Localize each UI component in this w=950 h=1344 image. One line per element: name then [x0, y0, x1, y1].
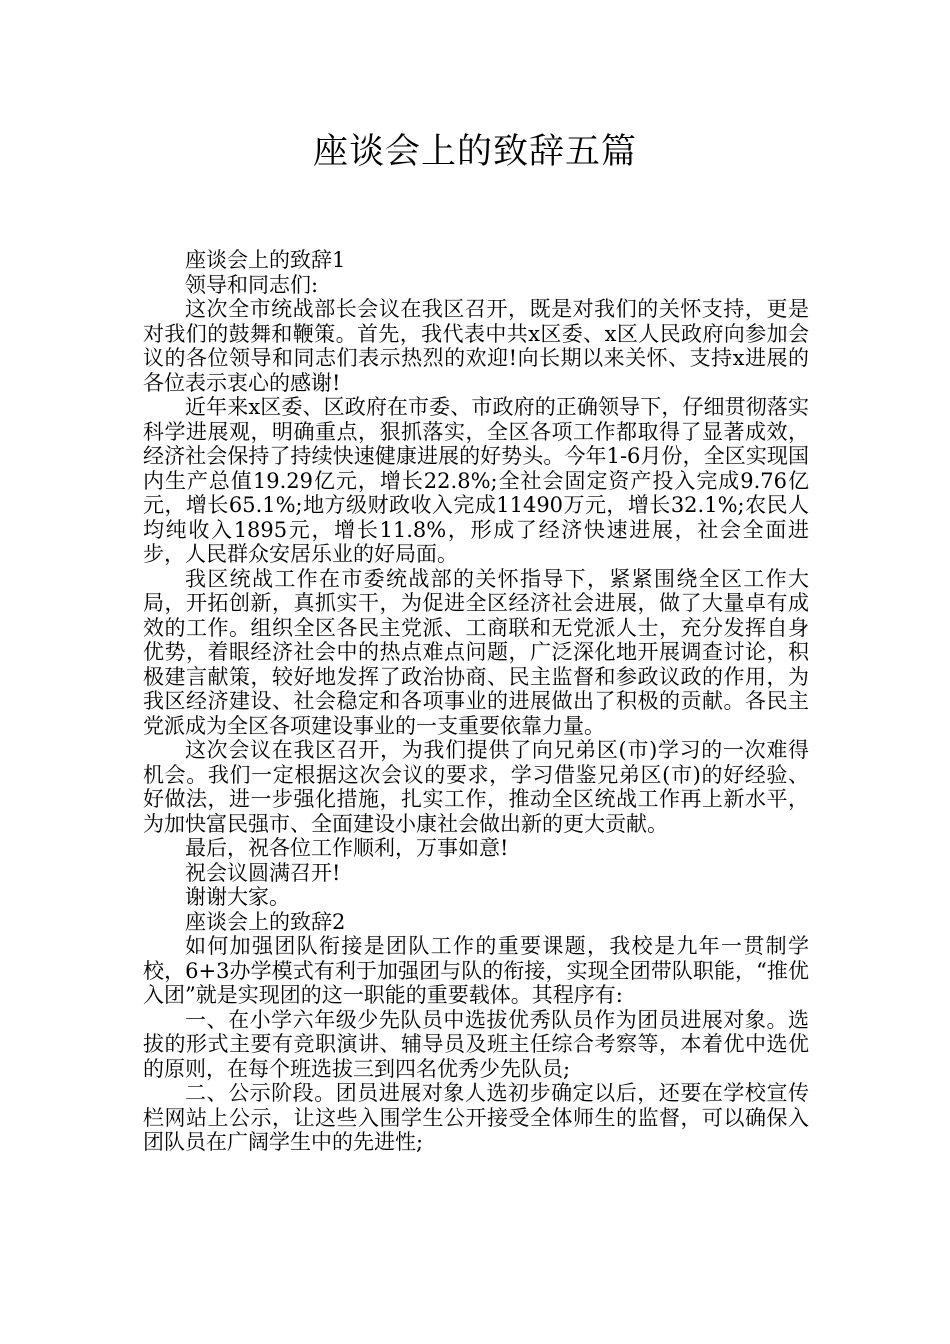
paragraph: 近年来x区委、区政府在市委、市政府的正确领导下，仔细贯彻落实科学进展观，明确重点，狠抓落实，全区各项工作都取得了显著成效，经济社会保持了持续快速健康进展的好势头。今年1-6月份，全区实现国内生产总值19.29亿元，增长22.8%;全社会固定资产投入完成9.76亿元，增长65.1%;地方级财政收入完成11490万元，增长32.1%;农民人均纯收入1895元，增长11.8%，形成了经济快速进展，社会全面进步，人民群众安居乐业的好局面。 [143, 395, 809, 566]
paragraph: 这次全市统战部长会议在我区召开，既是对我们的关怀支持，更是对我们的鼓舞和鞭策。首先，我代表中共x区委、x区人民政府向参加会议的各位领导和同志们表示热烈的欢迎!向长期以来关怀、支持x进展的各位表示衷心的感谢! [143, 297, 809, 395]
paragraph: 这次会议在我区召开，为我们提供了向兄弟区(市)学习的一次难得机会。我们一定根据这次会议的要求，学习借鉴兄弟区(市)的好经验、好做法，进一步强化措施，扎实工作，推动全区统战工作再上新水平，为加快富民强市、全面建设小康社会做出新的更大贡献。 [143, 738, 809, 836]
salutation: 领导和同志们: [185, 272, 319, 297]
paragraph: 我区统战工作在市委统战部的关怀指导下，紧紧围绕全区工作大局，开拓创新，真抓实干，为促进全区经济社会进展，做了大量卓有成效的工作。组织全区各民主党派、工商联和无党派人士，充分发挥自身优势，着眼经济社会中的热点难点问题，广泛深化地开展调查讨论，积极建言献策，较好地发挥了政治协商、民主监督和参政议政的作用，为我区经济建设、社会稳定和各项事业的进展做出了积极的贡献。各民主党派成为全区各项建设事业的一支重要依靠力量。 [143, 566, 809, 738]
section-heading: 座谈会上的致辞1 [185, 248, 346, 272]
paragraph: 二、公示阶段。团员进展对象人选初步确定以后，还要在学校宣传栏网站上公示，让这些入围学生公开接受全体师生的监督，可以确保入团队员在广阔学生中的先进性; [143, 1081, 809, 1154]
section-heading: 座谈会上的致辞2 [185, 909, 346, 934]
paragraph: 一、在小学六年级少先队员中选拔优秀队员作为团员进展对象。选拔的形式主要有竞职演讲、辅导员及班主任综合考察等，本着优中选优的原则，在每个班选拔三到四名优秀少先队员; [143, 1007, 809, 1081]
closing-line: 谢谢大家。 [185, 885, 290, 909]
closing-line: 祝会议圆满召开! [185, 860, 341, 885]
document-body [143, 248, 809, 1155]
closing-line: 最后，祝各位工作顺利，万事如意! [185, 836, 509, 860]
document-title: 座谈会上的致辞五篇 [312, 132, 637, 172]
paragraph: 如何加强团队衔接是团队工作的重要课题，我校是九年一贯制学校，6+3办学模式有利于加强团与队的衔接，实现全团带队职能，“推优入团”就是实现团的这一职能的重要载体。其程序有: [143, 934, 809, 1007]
